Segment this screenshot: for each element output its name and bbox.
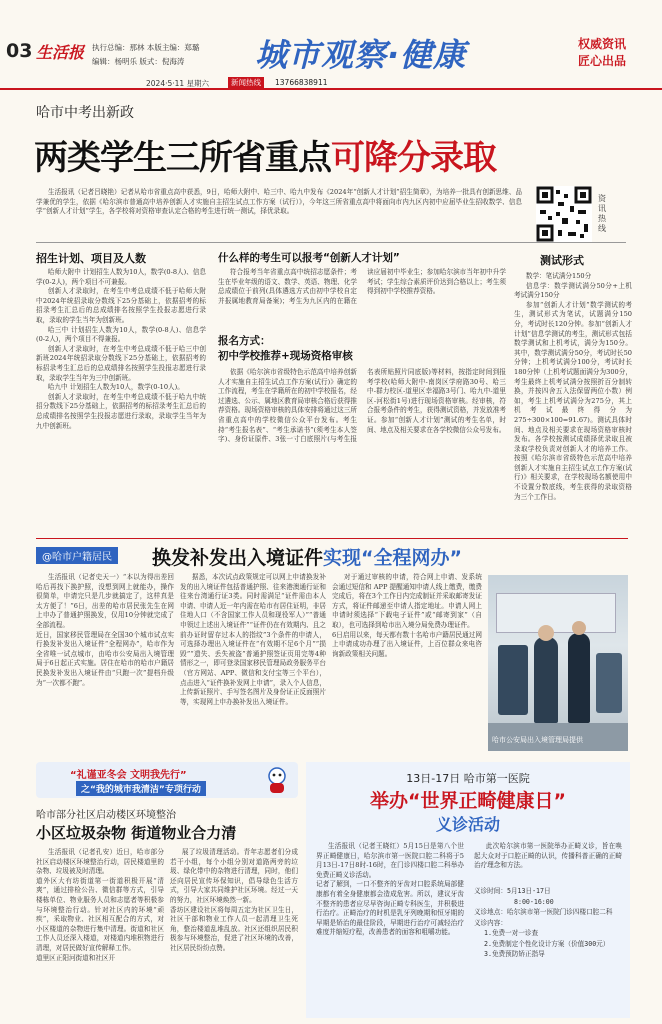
campaign-banner: [36, 762, 298, 798]
article-orthodontic-day: [306, 762, 630, 1018]
test-body: 数学：笔试满分150分 信息学：数学测试满分50分+上机考试满分150分 参加“创新人才计划”数学测试的考生，测试形式为笔试，试题满分150分，考试时长120分钟。参加“创新人才计划”信息学测试的考生，测试形式包括数学测试和上机考试，满分为150分。其中，数学测试满分50分，考试时长50分钟；上机考试满分100分，考试时长180分钟（上机考试题面满分为300分，考生最终上机考试满分按照折百分制转换，并按四舍五入法保留两位小数）例如，考生上机考试满分为275分，其上机考试最终得分为 275÷300×100=91.67)。测试具体时间、地点及相关要求在现场资格审核时发布。各学校按测试成绩择优录取且被录取学校负责对创新人才的培养工作。按照《哈尔滨市省级特色示范高中培养创新人才实施自主招生试点工作方案(试行)》相关要求，在学校现场名额使用中不设置分数底线，考生获得的录取资格为三个工作日。: [514, 272, 632, 501]
info-item-1: 1.免费一对一诊查: [484, 929, 539, 937]
slogan-line-1: 权威资讯: [578, 37, 627, 51]
section-heading-registration: [218, 334, 353, 364]
service-hall-photo: [488, 575, 628, 751]
section-title: 城市观察·健康: [255, 36, 467, 74]
headline: 小区垃圾杂物 街道物业合力清: [36, 824, 237, 842]
info-item-3: 3.免费预防矫正指导: [484, 950, 545, 958]
headline: 举办“世界正畸健康日”: [370, 790, 566, 812]
slogan-line-2: 匠心出品: [578, 54, 627, 68]
info-item-2: 2.免费制定个性化设计方案（价值300元）: [484, 939, 610, 948]
eligibility-body: 符合报考当年省重点高中统招志愿条件；考生在毕业年级的语文、数学、英语、物理、化学总成绩位于前列(具体遴选方式由初中学校自定并报属地教育局备案)；考生为九区内的在籍在读应届初中毕业生；参加哈尔滨市当年初中升学考试；学生综合素质评价达到合格以上；考生须得到初中学校推荐资格。: [218, 268, 506, 305]
orthodontic-body: 生活报讯（记者王晓红）5月15日是第八个世界正畸健康日，哈尔滨市第一医院口腔二科将于5月13日-17日8时-16时，在门诊四楼口腔二科举办免费正畸义诊活动。 记者了解到，一口不整齐的牙齿对口腔系统局部健康都有着全身健康都会造成危害。所以，建议牙齿不整齐的患者应尽早咨询正畸专科医生，并积极进行治疗。正畸治疗的时机是乳牙列晚期和恒牙期的早期是矫治的最佳阶段，早期进行治疗可减轻治疗难度并缩短疗程，改善患者的面容和咀嚼功能。: [316, 842, 464, 937]
headline-blue: 实现“全程网办”: [323, 547, 462, 569]
registration-method: 初中学校推荐+现场资格审核: [218, 350, 353, 362]
credit-line-2: 编辑：杨明乐 版式：倪海涛: [92, 57, 185, 66]
headline: [152, 543, 462, 570]
exit-entry-col-2: 据悉，本次试点政策规定可以网上申请换发补发的出入境证件包括普通护照、往来港澳通行证和往来台湾通行证3类。同时需满足“证件需由本人申请、申请人近一年内需在哈市有居住证明，非居住地人口（不含国家工作人员和现役军人）”“普通申领过上述出入境证件”“证件仍在有效期内、且之前办证时留存过本人的指纹”3个条件的申请人，可选择办理出入境证件在“有效期不足6个月”“损毁”“遗失、丢失被盗”普通护照签证页用完等4种情形之一，即可登录国家移民管理局政务服务平台（官方网站、APP、微信和支付宝等三个平台），点击进入“证件换补发网上申请”，录入个人信息，上传新证照片、手写签名图片及身份证正反面照片等，实现网上申办换补发出入境证件。: [180, 573, 326, 706]
clinic-info-box: [474, 886, 622, 1008]
banner-line-2: 之“我的城市我清洁”专项行动: [76, 781, 206, 796]
divider-line: [36, 242, 626, 243]
info-time: 义诊时间：5月13日-17日: [474, 887, 551, 895]
plan-body: 哈师大附中 计划招生人数为10人，数学(0-8人)、信息学(0-2人)，两个项目不可兼报。 创新人才录取时，在考生中考总成绩不低于哈师大附中2024年统招录取分数线下25分基础上，依据招考的标招录考生汇总后的总成绩排名按照学生投报志愿进行录取，录取的学生当年为创新班。 哈三中 计划招生人数为10人，数学(0-8人)、信息学(0-2人)，两个项目不得兼报。 创新人才录取时，在考生中考总成绩不低于哈三中创新班2024年统招录取分数线下25分基础上，依据招考的标招录考生汇总后的总成绩排名按照学生投报志愿进行录取，录取学生当年为三中创新班。 哈九中 计划招生人数为10人，数学(0-10人)。 创新人才录取时，在考生中考总成绩不低于哈九中统招分数线下25分基础上，依据招考的标招录考生汇总后的总成绩排名按照学生投报志愿进行录取，录取学生当年为九中创新班。: [36, 268, 206, 430]
hotline-label: 新闻热线: [228, 77, 264, 88]
banner-line-1: “礼谨亚冬会 文明我先行”: [70, 770, 187, 781]
section-heading-eligibility: 什么样的考生可以报考“创新人才计划”: [218, 252, 400, 264]
credit-line-1: 执行总编：那林 本版主编：郑璐: [92, 43, 200, 52]
date-line: 13日-17日 哈市第一医院: [406, 772, 530, 785]
qr-code-icon[interactable]: [536, 186, 592, 242]
subheadline: 义诊活动: [435, 815, 500, 834]
mascot-icon: [262, 765, 292, 795]
exit-entry-col-1: 生活报讯（记者史天一）“本以为得出差回哈后再找下换护照，没想到网上就能办，操作很简单，申请完只是几步就搞定了，这样真是太方便了！”6日，出差的哈市居民张先生在网上申办了普通护照换发，仅用10分钟就完成了全部流程。 近日，国家移民管理局在全国30个城市试点实行换发补发出入境证件“全程网办”，哈市作为全省唯一试点城市，由哈市公安局出入境管理局于6日起正式实施。居住在哈市的哈市户籍居民换发补发出入境证件由“只跑一次”提档升级为“一次都不跑”。: [36, 573, 174, 687]
lead-paragraph: 生活报讯（记者吕晓艳）记者从哈市省重点高中获悉，9日，哈师大附中、哈三中、哈九中发布《2024年“创新人才计划”招生简章》，为培养一批具有创新思维、品学兼优的学生，依据《哈尔滨市普通高中培养创新人才实施自主招生试点工作方案（试行）》，今年这三所省重点高中将面向市内九区内初中应届毕业生招收数学、信息学“创新人才计划”学生，各学校将对资格审查认定合格的考生进行统一测试，择优录取。: [36, 188, 522, 216]
slogan: [578, 36, 626, 70]
masthead-rule: [0, 88, 662, 90]
kicker: 哈市部分社区启动楼区环境整治: [36, 810, 176, 821]
tag-label: @哈市户籍居民: [36, 547, 118, 564]
headline-black: 换发补发出入境证件: [152, 547, 324, 569]
orthodontic-side-text: 此次哈尔滨市第一医院举办正畸义诊，旨在唤起大众对于口腔正畸的认识，传播科普正确的正畸治疗理念和方法。: [474, 842, 622, 870]
page-number: 03: [6, 40, 33, 62]
cleanup-col-2: 展了垃圾清理活动。青年志愿者们分成若干小组，每个小组分别对道路两旁的垃圾、绿化带中的杂物进行清理，同时，他们还向居民宣传环保知识，倡导绿色生活方式，引导大家共同维护社区环境。经过一天的努力，社区环境焕然一新。 香坊区建设社区将每周五定为社区卫生日，社区干部和物业工作人员一起清理卫生死角，整治楼道乱堆乱放。社区还组织居民积极参与环境整治，促进了社区环境的改善，社区居民纷纷点赞。: [170, 848, 298, 952]
article-exit-entry: [36, 538, 628, 758]
qr-caption: 资讯热线: [598, 194, 606, 233]
info-hours: 8:00-16:00: [514, 897, 554, 906]
info-content-label: 义诊内容：: [474, 918, 507, 927]
section-heading-plan: 招生计划、项目及人数: [36, 252, 146, 265]
headline-black: 两类学生三所省重点: [34, 138, 331, 178]
cleanup-col-1: 生活报讯（记者孔安）近日，哈市部分社区启动楼区环境整治行动，居民楼道里的杂物、垃圾被及时清理。 道外区大有坊街道第一街道积极开展“清爽”，通过排检公告、微信群等方式，引导楼栋单位、物业服务人员和志愿者等积极参与环境整治行动。针对社区内的环境“顽疾”，采取物业、社区相互配合的方式，对小区楼道的杂物进行集中清理。街道和社区工作人员还深入楼道，对楼道内堆积物进行清理，对居民做好宣传解释工作。 道里区正阳河街道和社区开: [36, 848, 164, 962]
hotline-number: 13766838911: [275, 78, 328, 87]
section-heading-test: 测试形式: [540, 254, 584, 267]
registration-label: 报名方式：: [218, 335, 271, 347]
registration-body: 依据《哈尔滨市省级特色示范高中培养创新人才实施自主招生试点工作方案(试行)》确定的工作流程，考生在学籍所在的初中学校报名，经过遴选、公示、属地区教育局审核合格后获得推荐资格。现场资格审核的具体安排将通过这三所省重点高中的学校微信公众平台发布。考生持“考生报名表”、“考生承诺书”(须考生本人签字)、身份证原件、3张一寸白底照片(与考生报名表所贴照片同底版)等材料，按指定时间到报考学校(哈师大附中-南岗区学府路30号、哈三中-群力校区-道里区幸福路3号门、哈九中-道里区-河松街1号)进行现场资格审核。经审核，符合报考条件的考生，获得测试资格，并发放准考证。参加“创新人才计划”测试的考生名单，时间、地点及相关要求在各学校微信公众号发布。: [218, 368, 506, 444]
photo-caption: 哈市公安局出入境管理局提供: [492, 736, 583, 744]
headline: [34, 130, 496, 179]
exit-entry-col-3: 对于通过审核的申请，符合网上申请、发系统会通过短信和 APP 提醒通知申请人线上缴费，缴费完成后，将在3个工作日内完成制证并采取邮寄发证方式，将证件邮递至申请人指定地址。申请人网上申请时须选择“下载电子证件”或“邮寄到家”（自取），也可选择到哈市出入境分局免费办理证件。 6日启用以来，每天都有数十名哈市户籍居民通过网上申请成功办理了出入境证件，上百位群众来电咨询新政策相关问题。: [332, 573, 482, 658]
masthead: [0, 0, 662, 90]
paper-name: 生活报: [36, 43, 85, 62]
date-line: 2024·5·11 星期六: [146, 79, 210, 88]
kicker: 哈市中考出新政: [36, 105, 134, 121]
info-location: 义诊地点：哈尔滨市第一医院门诊四楼口腔二科: [474, 908, 613, 916]
article-garbage-cleanup: [36, 804, 298, 1018]
headline-red: 可降分录取: [331, 138, 496, 178]
article-zhongkao: [0, 92, 662, 570]
